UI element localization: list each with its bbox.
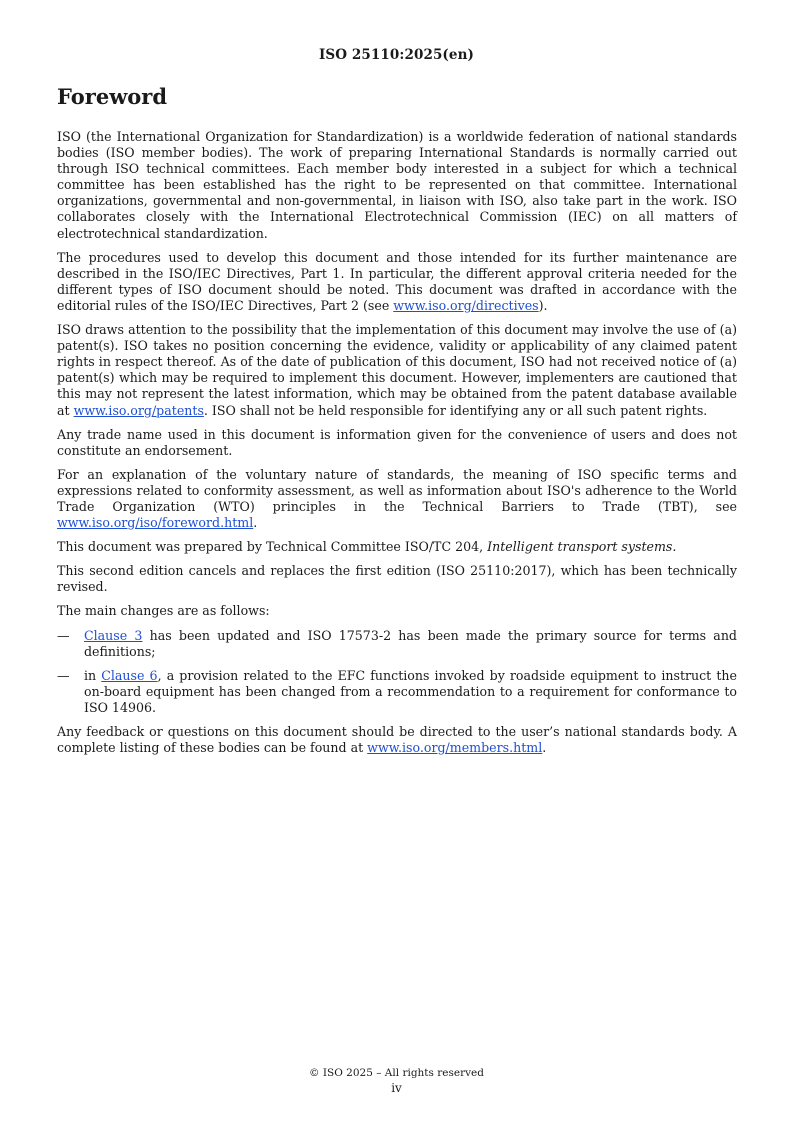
paragraph-edition: This second edition cancels and replaces the first edition (ISO 25110:2017), which has been technically revised. — [57, 563, 737, 595]
paragraph-feedback: Any feedback or questions on this document should be directed to the user’s national standards body. A complete listing of these bodies can be found at www.iso.org/members.html. — [57, 724, 737, 756]
members-link[interactable]: www.iso.org/members.html — [367, 740, 543, 756]
copyright-notice: © ISO 2025 – All rights reserved — [309, 1067, 484, 1079]
page-title: Foreword — [57, 84, 168, 109]
paragraph-patents: ISO draws attention to the possibility that the implementation of this document may involve the use of (a) patent(s). ISO takes no position concerning the evidence, validity or applicability of any claimed patent rights in respect thereof. As of the date of publication of this document, ISO had not received notice of (a) patent(s) which may be required to implement this document. However, implementers are cautioned that this may not represent the latest information, which may be obtained from the patent database available at www.iso.org/patents. ISO shall not be held responsible for identifying any or all such patent rights. — [57, 322, 737, 418]
clause-6-link[interactable]: Clause 6 — [101, 667, 158, 683]
committee-name: Intelligent transport systems. — [487, 539, 677, 555]
patents-link[interactable]: www.iso.org/patents — [73, 402, 204, 418]
paragraph-committee: This document was prepared by Technical Committee ISO/TC 204, Intelligent transport systems. — [57, 539, 677, 555]
paragraph-procedures: The procedures used to develop this document and those intended for its further maintenance are described in the ISO/IEC Directives, Part 1. In particular, the different approval criteria needed for the different types of ISO document should be noted. This document was drafted in accordance with the editorial rules of the ISO/IEC Directives, Part 2 (see www.iso.org/directives). — [57, 249, 737, 313]
list-item-text: Clause 3 has been updated and ISO 17573-2 has been made the primary source for terms and definitions; — [84, 627, 737, 659]
page-number: iv — [391, 1081, 402, 1095]
clause-3-link[interactable]: Clause 3 — [84, 627, 143, 643]
list-item — [57, 668, 737, 716]
directives-link[interactable]: www.iso.org/directives — [393, 297, 539, 313]
paragraph-trade-name: Any trade name used in this document is information given for the convenience of users and does not constitute an endorsement. — [57, 426, 737, 458]
list-item — [57, 628, 737, 660]
page-footer — [0, 1066, 793, 1096]
foreword-link[interactable]: www.iso.org/iso/foreword.html — [57, 515, 254, 531]
paragraph-voluntary-nature: For an explanation of the voluntary nature of standards, the meaning of ISO specific terms and expressions related to conformity assessment, as well as information about ISO's adherence to the World Trade Organization (WTO) principles in the Technical Barriers to Trade (TBT), see www.iso.org/iso/foreword.html. — [57, 466, 737, 531]
list-dash: — — [57, 667, 70, 683]
list-dash: — — [57, 627, 70, 643]
foreword-body — [57, 129, 737, 764]
paragraph-changes-intro: The main changes are as follows: — [57, 603, 270, 619]
list-item-text: in Clause 6, a provision related to the EFC functions invoked by roadside equipment to instruct the on-board equipment has been changed from a recommendation to a requirement for conformance to ISO 14906. — [84, 667, 737, 715]
document-identifier: ISO 25110:2025(en) — [318, 47, 475, 63]
paragraph-iso-intro: ISO (the International Organization for Standardization) is a worldwide federation of national standards bodies (ISO member bodies). The work of preparing International Standards is normally carried out through ISO technical committees. Each member body interested in a subject for which a technical committee has been established has the right to be represented on that committee. International organizations, governmental and non-governmental, in liaison with ISO, also take part in the work. ISO collaborates closely with the International Electrotechnical Commission (IEC) on all matters of electrotechnical standardization. — [57, 129, 737, 241]
